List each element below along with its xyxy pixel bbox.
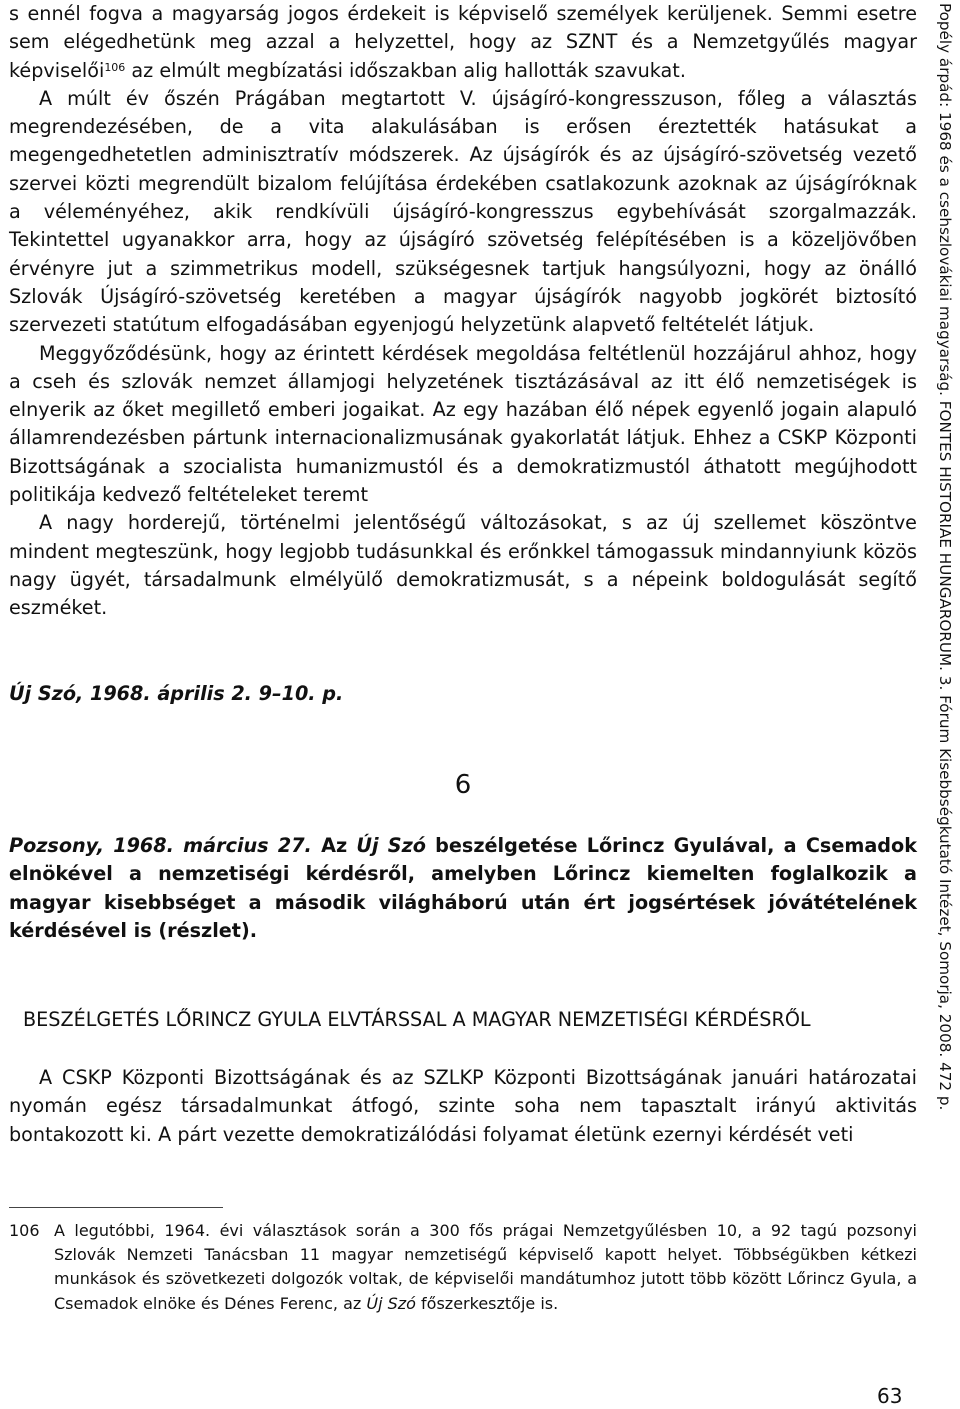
- document-header: Pozsony, 1968. március 27. Az Új Szó beszélgetése Lőrincz Gyulával, a Csemadok elnökével a nemzetiségi kérdésről, amelyben Lőrincz kiemelten foglalkozik a magyar kisebbséget a második világháború után ért jogsértések jóvátételének kérdésével is (részlet).: [9, 833, 917, 943]
- footnote-text: A legutóbbi, 1964. évi választások során a 300 fős prágai Nemzetgyűlésben 10, a 92 tagú pozsonyi Szlovák Nemzeti Tanácsban 11 magyar nemzetiségű képviselő kapott helyet. Többségükben kétkezi munkások és szövetkezeti dolgozók voltak, de képviselői mandátumhoz jutott több között Lőrincz Gyula, a Csemadok elnöke és Dénes Ferenc, az Új Szó főszerkesztője is.: [54, 1221, 917, 1313]
- main-text-column: [9, 0, 917, 1149]
- side-citation-bar: [928, 0, 956, 1111]
- footnote-106: [9, 1219, 917, 1316]
- newspaper-title: Új Szó: [356, 833, 426, 857]
- source-citation: Új Szó, 1968. április 2. 9–10. p.: [9, 681, 344, 705]
- paragraph-2: A múlt év őszén Prágában megtartott V. újságíró-kongresszuson, főleg a választás megrendezésében, de a vita alakulásában is erősen éreztették hatásukat a megengedhetetlen adminisztratív módszerek. Az újságírók és az újságíró-szövetség vezető szervei közti megrendült bizalom felújítása érdekében csatlakozunk azoknak az újságíróknak a véleményéhez, akik rendkívüli újságíró-kongresszus egybehívását szorgalmazzák. Tekintettel ugyanakkor arra, hogy az újságíró szövetség felépítésében is a közeljövőben érvényre jut a szimmetrikus modell, szükségesnek tartjuk hangsúlyozni, hogy az önálló Szlovák Újságíró-szövetség keretében a magyar újságírók nagyobb jogkörét biztosító szervezeti statútum elfogadásában egyenjogú helyzetünk alapvető feltételét látjuk.: [9, 86, 917, 337]
- paragraph-3: Meggyőződésünk, hogy az érintett kérdések megoldása feltétlenül hozzájárul ahhoz, hogy a cseh és szlovák nemzet államjogi helyzetének tisztázásával az itt élő nemzetiségek is elnyerik az őket megillető emberi jogaikat. Az egy hazában élő népek egyenlő jogain alapuló államrendezésben pártunk internacionalizmusának gyakorlatát látjuk. Ehhez a CSKP Központi Bizottságának a szocialista humanizmustól és a demokratizmustól áthatott megújhodott politikája kedvező feltételeket teremt: [9, 341, 917, 507]
- paragraph-1: s ennél fogva a magyarság jogos érdekeit is képviselő személyek kerüljenek. Semmi esetre sem elégedhetünk meg azzal a helyzettel, hogy az SZNT és a Nemzetgyűlés magyar képviselői$^{106}$ az elmúlt megbízatási időszakban alig hallották szavukat.: [9, 2, 917, 82]
- footnote-newspaper-title: Új Szó: [366, 1293, 416, 1313]
- document-number: 6: [454, 769, 472, 800]
- footnote-divider: [9, 1207, 223, 1208]
- paragraph-4: A nagy horderejű, történelmi jelentőségű változásokat, s az új szellemet köszöntve mindent megteszünk, hogy legjobb tudásunkkal és erőnkkel támogassuk mindannyiunk közös nagy ügyét, társadalmunk elmélyülő demokratizmusát, s a népeink boldogulását segítő eszméket.: [9, 511, 917, 620]
- document-date: Pozsony, 1968. március 27.: [9, 833, 312, 857]
- page-number: 63: [877, 1384, 903, 1408]
- document-heading: BESZÉLGETÉS LŐRINCZ GYULA ELVTÁRSSAL A MAGYAR NEMZETISÉGI KÉRDÉSRŐL: [23, 1007, 811, 1031]
- footnote-reference-106[interactable]: 106: [104, 60, 126, 74]
- side-citation-text: Popély árpád: 1968 és a csehszlovákiai magyarság. FONTES HISTORIAE HUNGARORUM. 3. Fórum Kisebbségkutató Intézet, Somorja, 2008. 472 p.: [936, 3, 954, 1111]
- document-paragraph-1: A CSKP Központi Bizottságának és az SZLKP Központi Bizottságának januári határozatai nyomán egész társadalmunkat átfogó, szinte soha nem tapasztalt irányú aktivitás bontakozott ki. A párt vezette demokratizálódási folyamat életünk ezernyi kérdését veti: [9, 1066, 917, 1146]
- footnote-number: 106: [9, 1221, 40, 1240]
